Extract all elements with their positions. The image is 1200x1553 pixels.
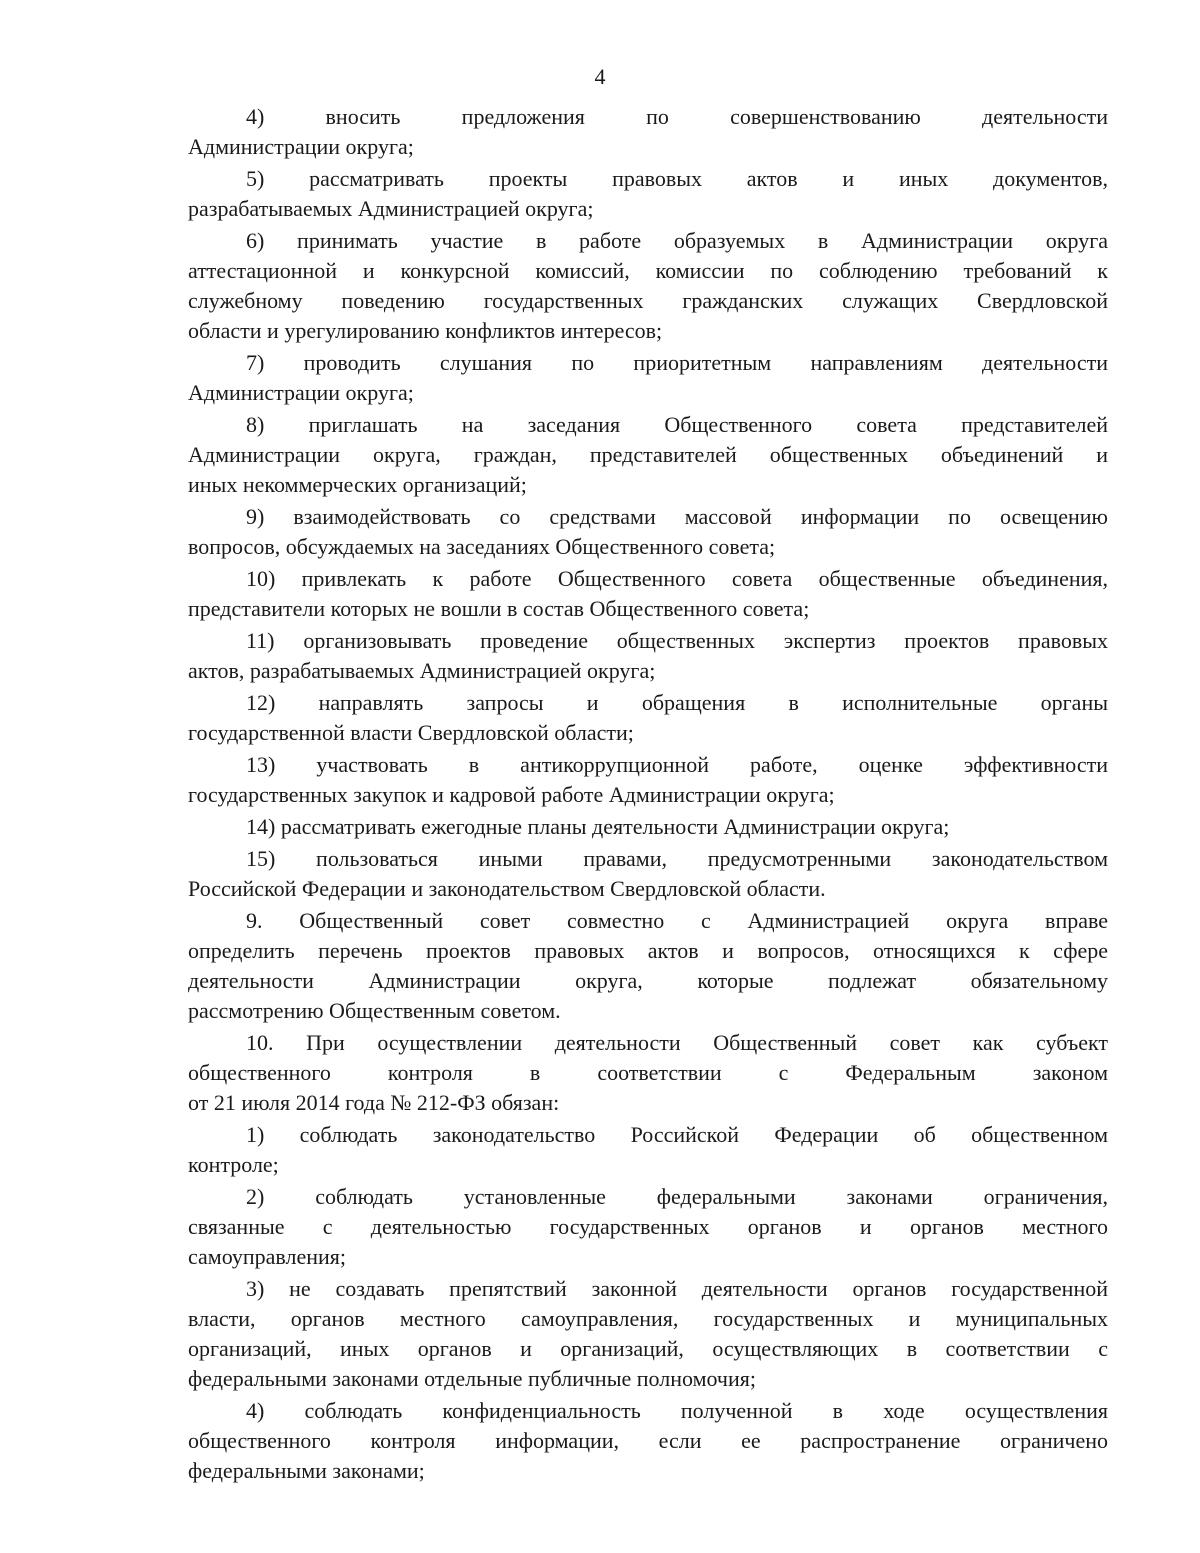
- text-line: федеральными законами;: [188, 1458, 425, 1483]
- paragraph: [188, 1182, 1108, 1272]
- text-line: вопросов, обсуждаемых на заседаниях Общественного совета;: [188, 534, 776, 559]
- paragraph: [188, 1396, 1108, 1486]
- text-line: 11) организовывать проведение общественных экспертиз проектов правовых: [246, 628, 1108, 653]
- text-line: федеральными законами отдельные публичные полномочия;: [188, 1366, 756, 1391]
- paragraph: [188, 348, 1108, 408]
- text-line: 9) взаимодействовать со средствами массовой информации по освещению: [246, 504, 1108, 529]
- text-line: 4) соблюдать конфиденциальность полученной в ходе осуществления: [246, 1398, 1108, 1423]
- paragraph: [188, 812, 1108, 842]
- text-line: общественного контроля информации, если ее распространение ограничено: [188, 1428, 1108, 1453]
- text-line: 5) рассматривать проекты правовых актов и иных документов,: [246, 166, 1108, 191]
- paragraph: [188, 226, 1108, 346]
- paragraph: [188, 906, 1108, 1026]
- paragraph: [188, 1028, 1108, 1118]
- text-line: 10) привлекать к работе Общественного совета общественные объединения,: [246, 566, 1108, 591]
- text-line: рассмотрению Общественным советом.: [188, 998, 561, 1023]
- paragraph: [188, 564, 1108, 624]
- text-line: 10. При осуществлении деятельности Общественный совет как субъект: [246, 1030, 1108, 1055]
- text-line: 8) приглашать на заседания Общественного совета представителей: [246, 412, 1108, 437]
- text-line: 12) направлять запросы и обращения в исполнительные органы: [246, 690, 1108, 715]
- text-line: общественного контроля в соответствии с Федеральным законом: [188, 1060, 1108, 1085]
- text-line: 6) принимать участие в работе образуемых в Администрации округа: [246, 228, 1108, 253]
- page-number: 4: [594, 64, 606, 89]
- paragraph: [188, 626, 1108, 686]
- text-line: области и урегулированию конфликтов интересов;: [188, 318, 663, 343]
- text-line: власти, органов местного самоуправления, государственных и муниципальных: [188, 1306, 1108, 1331]
- text-line: 13) участвовать в антикоррупционной работе, оценке эффективности: [246, 752, 1108, 777]
- text-line: государственной власти Свердловской области;: [188, 720, 634, 745]
- paragraph: [188, 1120, 1108, 1180]
- text-line: контроле;: [188, 1152, 279, 1177]
- text-line: 15) пользоваться иными правами, предусмотренными законодательством: [246, 846, 1108, 871]
- text-line: 9. Общественный совет совместно с Администрацией округа вправе: [246, 908, 1108, 933]
- text-line: разрабатываемых Администрацией округа;: [188, 196, 594, 221]
- text-line: 2) соблюдать установленные федеральными законами ограничения,: [246, 1184, 1108, 1209]
- text-line: Администрации округа;: [188, 380, 414, 405]
- text-line: 4) вносить предложения по совершенствованию деятельности: [246, 104, 1108, 129]
- text-line: Администрации округа, граждан, представителей общественных объединений и: [188, 442, 1108, 467]
- paragraph: [188, 844, 1108, 904]
- text-line: определить перечень проектов правовых актов и вопросов, относящихся к сфере: [188, 938, 1108, 963]
- text-line: Российской Федерации и законодательством Свердловской области.: [188, 876, 826, 901]
- text-line: государственных закупок и кадровой работе Администрации округа;: [188, 782, 835, 807]
- text-line: организаций, иных органов и организаций, осуществляющих в соответствии с: [188, 1336, 1108, 1361]
- paragraph: [188, 410, 1108, 500]
- text-line: 14) рассматривать ежегодные планы деятельности Администрации округа;: [246, 814, 950, 839]
- text-line: 7) проводить слушания по приоритетным направлениям деятельности: [246, 350, 1108, 375]
- text-line: аттестационной и конкурсной комиссий, комиссии по соблюдению требований к: [188, 258, 1108, 283]
- paragraph: [188, 164, 1108, 224]
- paragraph: [188, 1274, 1108, 1394]
- text-line: самоуправления;: [188, 1244, 347, 1269]
- document-body: [188, 102, 1108, 1488]
- paragraph: [188, 102, 1108, 162]
- text-line: связанные с деятельностью государственных органов и органов местного: [188, 1214, 1108, 1239]
- paragraph: [188, 502, 1108, 562]
- text-line: иных некоммерческих организаций;: [188, 472, 527, 497]
- text-line: 1) соблюдать законодательство Российской Федерации об общественном: [246, 1122, 1108, 1147]
- text-line: актов, разрабатываемых Администрацией округа;: [188, 658, 656, 683]
- text-line: от 21 июля 2014 года № 212-ФЗ обязан:: [188, 1090, 560, 1115]
- text-line: деятельности Администрации округа, которые подлежат обязательному: [188, 968, 1108, 993]
- text-line: представители которых не вошли в состав Общественного совета;: [188, 596, 810, 621]
- text-line: Администрации округа;: [188, 134, 414, 159]
- text-line: служебному поведению государственных гражданских служащих Свердловской: [188, 288, 1108, 313]
- paragraph: [188, 750, 1108, 810]
- paragraph: [188, 688, 1108, 748]
- text-line: 3) не создавать препятствий законной деятельности органов государственной: [246, 1276, 1108, 1301]
